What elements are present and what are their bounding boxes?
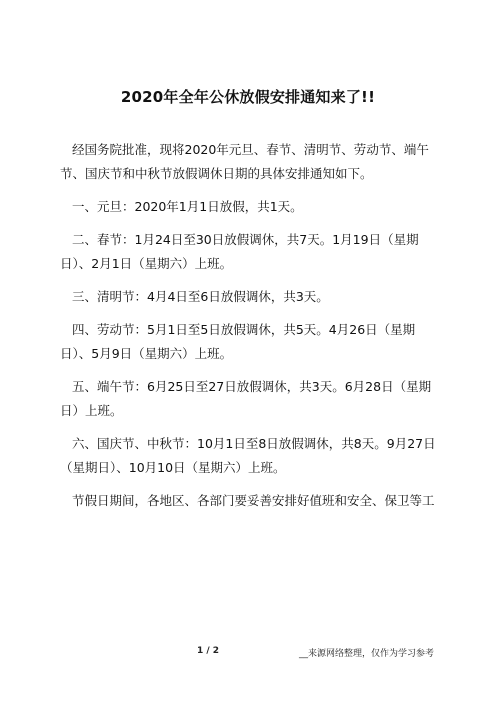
paragraph-new-year: 一、元旦：2020年1月1日放假，共1天。 bbox=[72, 199, 303, 214]
document-body bbox=[60, 138, 438, 522]
page-footer bbox=[0, 646, 496, 662]
source-note: __来源网络整理，仅作为学习参考 bbox=[299, 649, 435, 659]
paragraph-dragon-boat: 五、端午节：6月25日至27日放假调休，共3天。6月28日（星期日）上班。 bbox=[60, 379, 432, 418]
paragraph-spring-festival: 二、春节：1月24日至30日放假调休，共7天。1月19日（星期日）、2月1日（星期六）上班。 bbox=[60, 232, 419, 271]
paragraph-qingming: 三、清明节：4月4日至6日放假调休，共3天。 bbox=[72, 289, 329, 304]
paragraph-national-day: 六、国庆节、中秋节：10月1日至8日放假调休，共8天。9月27日（星期日）、10月10日（星期六）上班。 bbox=[60, 436, 436, 475]
paragraph-closing: 节假日期间，各地区、各部门要妥善安排好值班和安全、保卫等工 bbox=[72, 493, 435, 508]
paragraph-intro: 经国务院批准，现将2020年元旦、春节、清明节、劳动节、端午节、国庆节和中秋节放假调休日期的具体安排通知如下。 bbox=[60, 142, 429, 181]
paragraph-labor-day: 四、劳动节：5月1日至5日放假调休，共5天。4月26日（星期日）、5月9日（星期六）上班。 bbox=[60, 322, 416, 361]
document-title: 2020年全年公休放假安排通知来了!! bbox=[120, 88, 376, 106]
page-number: 1 / 2 bbox=[196, 646, 220, 656]
